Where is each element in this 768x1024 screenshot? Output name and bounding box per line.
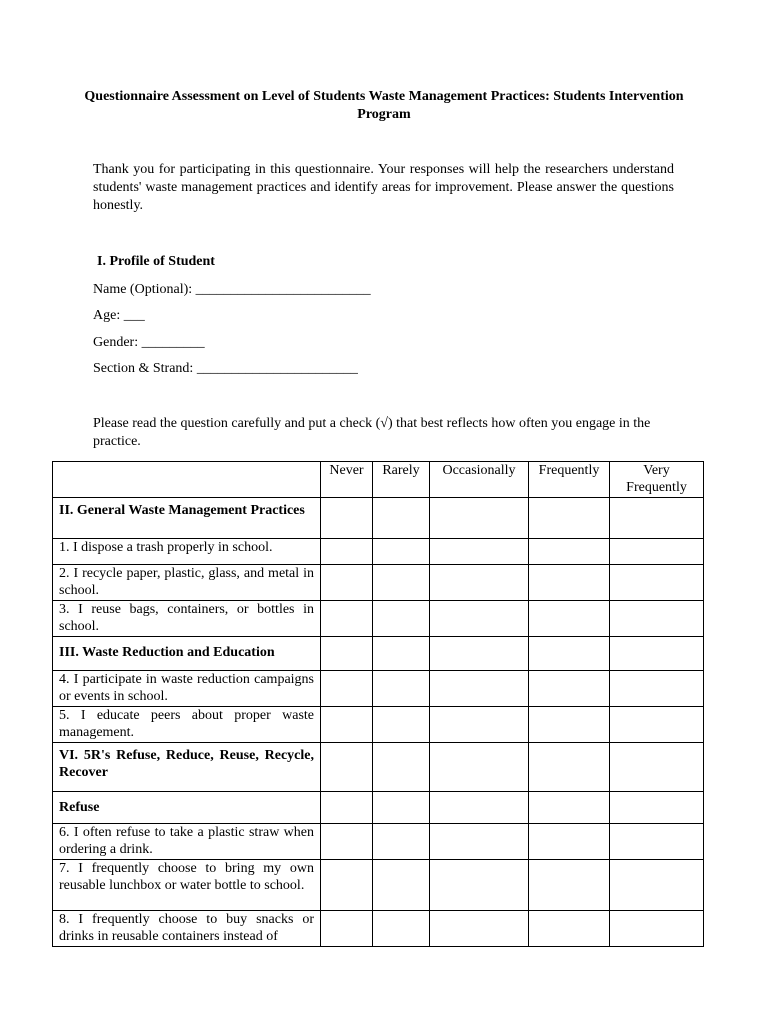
rating-cell[interactable] xyxy=(610,911,704,947)
table-row xyxy=(53,911,704,947)
item-2: 2. I recycle paper, plastic, glass, and metal in school. xyxy=(53,565,321,601)
rating-cell[interactable] xyxy=(529,707,610,743)
rating-cell[interactable] xyxy=(321,565,373,601)
rating-cell[interactable] xyxy=(373,860,430,911)
section-reduction: III. Waste Reduction and Education xyxy=(53,637,321,671)
rating-cell[interactable] xyxy=(529,743,610,792)
rating-cell[interactable] xyxy=(529,539,610,565)
frequency-table xyxy=(52,461,704,947)
rating-cell[interactable] xyxy=(529,565,610,601)
table-header-row xyxy=(53,462,704,498)
rating-cell[interactable] xyxy=(529,860,610,911)
item-4: 4. I participate in waste reduction campaigns or events in school. xyxy=(53,671,321,707)
rating-cell[interactable] xyxy=(430,637,529,671)
item-6: 6. I often refuse to take a plastic straw when ordering a drink. xyxy=(53,824,321,860)
section-row xyxy=(53,498,704,539)
rating-cell[interactable] xyxy=(321,637,373,671)
item-1: 1. I dispose a trash properly in school. xyxy=(53,539,321,565)
rating-cell[interactable] xyxy=(321,707,373,743)
rating-cell[interactable] xyxy=(529,498,610,539)
rating-cell[interactable] xyxy=(321,911,373,947)
section-5rs: VI. 5R's Refuse, Reduce, Reuse, Recycle, Recover xyxy=(53,743,321,792)
rating-cell[interactable] xyxy=(610,707,704,743)
rating-cell[interactable] xyxy=(529,824,610,860)
header-blank-cell xyxy=(53,462,321,498)
rating-cell[interactable] xyxy=(373,601,430,637)
rating-cell[interactable] xyxy=(430,707,529,743)
table-row xyxy=(53,539,704,565)
gender-field[interactable]: Gender: _________ xyxy=(93,335,205,350)
rating-cell[interactable] xyxy=(610,824,704,860)
rating-cell[interactable] xyxy=(321,601,373,637)
rating-cell[interactable] xyxy=(430,860,529,911)
table-row xyxy=(53,707,704,743)
rating-cell[interactable] xyxy=(321,860,373,911)
rating-cell[interactable] xyxy=(610,671,704,707)
intro-paragraph: Thank you for participating in this questionnaire. Your responses will help the researchers understand students' waste management practices and identify areas for improvement. Please answer the questions honestly. xyxy=(93,162,674,213)
rating-cell[interactable] xyxy=(373,911,430,947)
section-strand-field[interactable]: Section & Strand: _______________________ xyxy=(93,361,358,376)
document-title: Questionnaire Assessment on Level of Students Waste Management Practices: Students Intervention Program xyxy=(84,89,684,122)
rating-cell[interactable] xyxy=(430,565,529,601)
rating-cell[interactable] xyxy=(529,671,610,707)
item-5: 5. I educate peers about proper waste management. xyxy=(53,707,321,743)
section-general: II. General Waste Management Practices xyxy=(53,498,321,539)
rating-cell[interactable] xyxy=(321,539,373,565)
rating-cell[interactable] xyxy=(610,637,704,671)
rating-cell[interactable] xyxy=(430,824,529,860)
rating-cell[interactable] xyxy=(373,743,430,792)
rating-cell[interactable] xyxy=(321,671,373,707)
section-row xyxy=(53,637,704,671)
section-refuse: Refuse xyxy=(53,792,321,824)
rating-cell[interactable] xyxy=(430,743,529,792)
section-row xyxy=(53,792,704,824)
col-occasionally: Occasionally xyxy=(430,462,529,498)
rating-cell[interactable] xyxy=(430,539,529,565)
rating-cell[interactable] xyxy=(610,565,704,601)
rating-cell[interactable] xyxy=(373,539,430,565)
rating-cell[interactable] xyxy=(373,792,430,824)
section-row xyxy=(53,743,704,792)
rating-cell[interactable] xyxy=(373,498,430,539)
rating-cell[interactable] xyxy=(321,743,373,792)
rating-cell[interactable] xyxy=(373,707,430,743)
item-7: 7. I frequently choose to bring my own reusable lunchbox or water bottle to school. xyxy=(53,860,321,911)
rating-cell[interactable] xyxy=(321,498,373,539)
name-field[interactable]: Name (Optional): _________________________ xyxy=(93,282,371,297)
rating-cell[interactable] xyxy=(321,792,373,824)
item-8: 8. I frequently choose to buy snacks or drinks in reusable containers instead of xyxy=(53,911,321,947)
rating-cell[interactable] xyxy=(610,601,704,637)
rating-cell[interactable] xyxy=(373,565,430,601)
rating-cell[interactable] xyxy=(321,824,373,860)
table-row xyxy=(53,824,704,860)
rating-cell[interactable] xyxy=(610,792,704,824)
table-row xyxy=(53,860,704,911)
table-row xyxy=(53,601,704,637)
rating-cell[interactable] xyxy=(529,911,610,947)
rating-cell[interactable] xyxy=(610,498,704,539)
profile-heading: I. Profile of Student xyxy=(97,254,215,269)
rating-cell[interactable] xyxy=(430,911,529,947)
rating-cell[interactable] xyxy=(373,824,430,860)
rating-cell[interactable] xyxy=(430,498,529,539)
rating-cell[interactable] xyxy=(430,671,529,707)
item-3: 3. I reuse bags, containers, or bottles in school. xyxy=(53,601,321,637)
rating-cell[interactable] xyxy=(610,743,704,792)
col-never: Never xyxy=(321,462,373,498)
table-row xyxy=(53,565,704,601)
rating-cell[interactable] xyxy=(529,637,610,671)
rating-cell[interactable] xyxy=(529,792,610,824)
age-field[interactable]: Age: ___ xyxy=(93,308,145,323)
col-frequently: Frequently xyxy=(529,462,610,498)
rating-cell[interactable] xyxy=(610,860,704,911)
rating-cell[interactable] xyxy=(430,792,529,824)
table-row xyxy=(53,671,704,707)
rating-cell[interactable] xyxy=(529,601,610,637)
rating-cell[interactable] xyxy=(373,637,430,671)
rating-cell[interactable] xyxy=(610,539,704,565)
col-very-frequently: Very Frequently xyxy=(610,462,704,498)
col-rarely: Rarely xyxy=(373,462,430,498)
rating-cell[interactable] xyxy=(373,671,430,707)
rating-cell[interactable] xyxy=(430,601,529,637)
instruction-text: Please read the question carefully and put a check (√) that best reflects how often you engage in the practice. xyxy=(93,416,651,449)
